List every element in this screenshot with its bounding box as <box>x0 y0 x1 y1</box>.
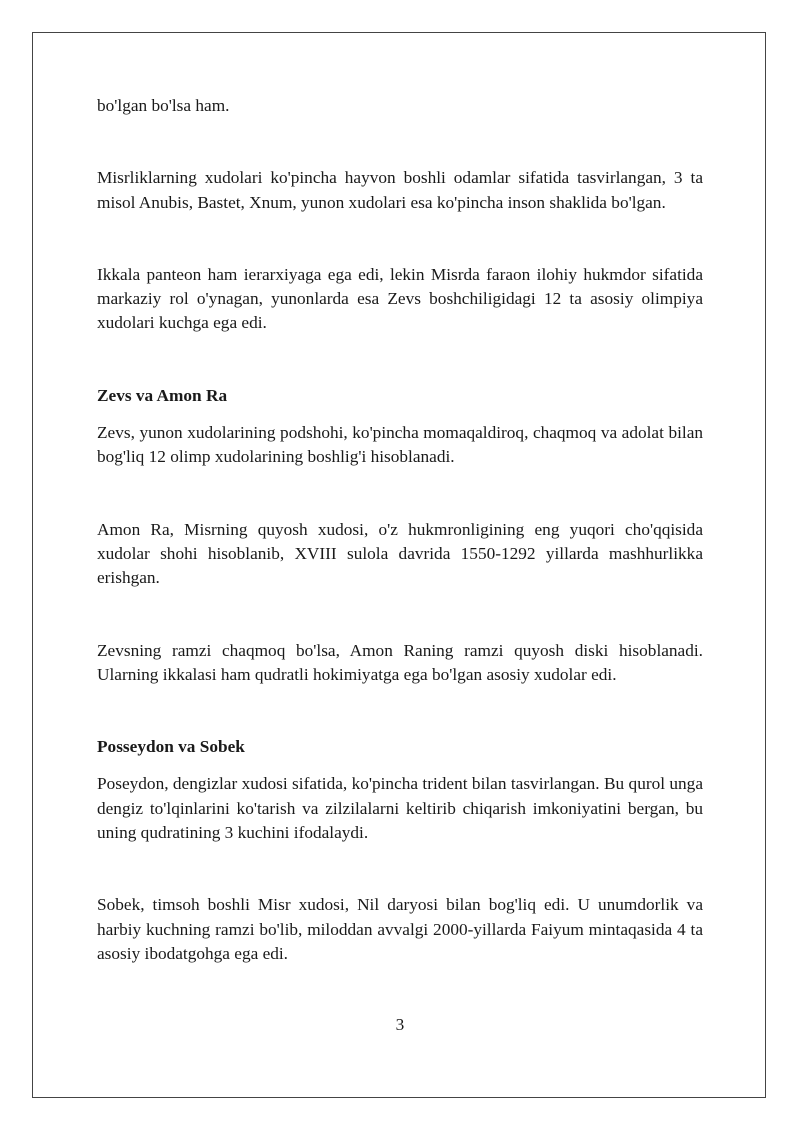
paragraph: Ikkala panteon ham ierarxiyaga ega edi, lekin Misrda faraon ilohiy hukmdor sifatida markaziy rol o'ynagan, yunonlarda esa Zevs boshchiligidagi 12 ta asosiy olimpiya xudolari kuchga ega edi. <box>97 264 703 333</box>
page-content <box>97 94 703 966</box>
paragraph: Zevs, yunon xudolarining podshohi, ko'pincha momaqaldiroq, chaqmoq va adolat bilan bog'liq 12 olimp xudolarining boshlig'i hisoblanadi. <box>97 423 703 467</box>
paragraph: Amon Ra, Misrning quyosh xudosi, o'z hukmronligining eng yuqori cho'qqisida xudolar shohi hisoblanib, XVIII sulola davrida 1550-1292 yillarda mashhurlikka erishgan. <box>97 519 703 588</box>
section-heading: Zevs va Amon Ra <box>97 385 228 405</box>
paragraph: Sobek, timsoh boshli Misr xudosi, Nil daryosi bilan bog'liq edi. U unumdorlik va harbiy kuchning ramzi bo'lib, miloddan avvalgi 2000-yillarda Faiyum mintaqasida 4 ta asosiy ibodatgohga ega edi. <box>97 895 703 963</box>
page-number: 3 <box>395 1015 405 1034</box>
section-heading: Posseydon va Sobek <box>97 737 245 757</box>
paragraph: Zevsning ramzi chaqmoq bo'lsa, Amon Raning ramzi quyosh diski hisoblanadi. Ularning ikkalasi ham qudratli hokimiyatga ega bo'lgan asosiy xudolar edi. <box>97 640 703 684</box>
paragraph: Poseydon, dengizlar xudosi sifatida, ko'pincha trident bilan tasvirlangan. Bu qurol unga dengiz to'lqinlarini ko'tarish va zilzilalarni keltirib chiqarish imkoniyatini bergan, bu uning qudratining 3 kuchini ifodalaydi. <box>97 774 703 843</box>
paragraph: bo'lgan bo'lsa ham. <box>97 96 230 115</box>
paragraph: Misrliklarning xudolari ko'pincha hayvon boshli odamlar sifatida tasvirlangan, 3 ta misol Anubis, Bastet, Xnum, yunon xudolari esa ko'pincha inson shaklida bo'lgan. <box>97 168 703 212</box>
